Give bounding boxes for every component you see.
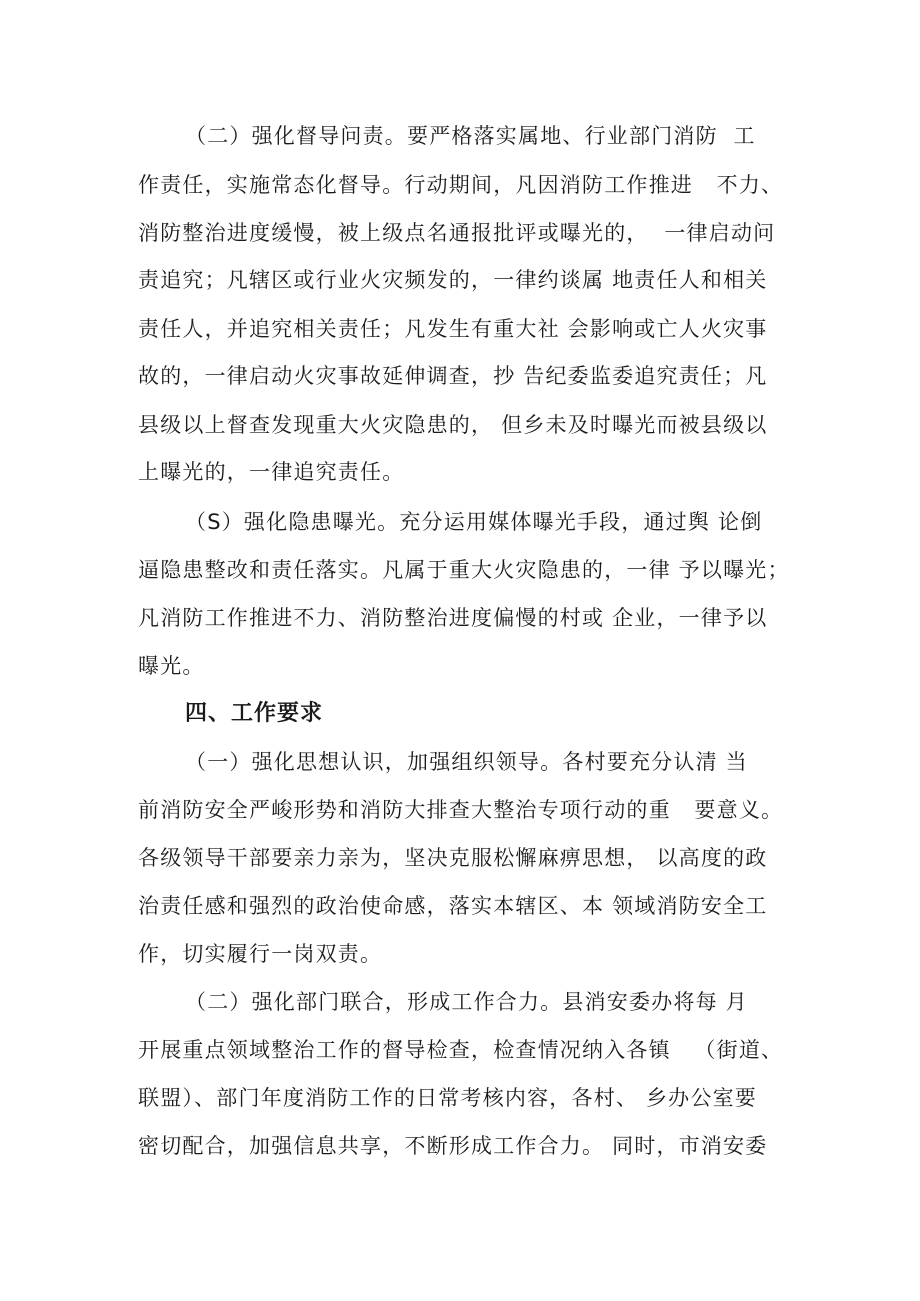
paragraph-1-line-8: 上曝光的，一律追究责任。 bbox=[138, 460, 405, 484]
paragraph-1-line-2: 作责任，实施常态化督导。行动期间，凡因消防工作推进 不力、 bbox=[138, 173, 784, 197]
paragraph-1-line-7: 县级以上督查发现重大火灾隐患的， 但乡未及时曝光而被县级以 bbox=[138, 413, 768, 437]
paragraph-2-line-1: （S）强化隐患曝光。充分运用媒体曝光手段，通过舆 论倒 bbox=[185, 510, 763, 534]
paragraph-1-line-1: （二）强化督导问责。要严格落实属地、行业部门消防 工 bbox=[185, 124, 756, 148]
paragraph-1-line-5: 责任人，并追究相关责任；凡发生有重大社 会影响或亡人火灾事 bbox=[138, 317, 768, 341]
paragraph-4-line-2: 开展重点领域整治工作的督导检查，检查情况纳入各镇 （街道、 bbox=[138, 1038, 784, 1062]
paragraph-3-line-4: 治责任感和强烈的政治使命感，落实本辖区、本 领域消防安全工 bbox=[138, 894, 768, 918]
paragraph-1-line-4: 责追究；凡辖区或行业火灾频发的，一律约谈属 地责任人和相关 bbox=[138, 268, 768, 292]
paragraph-3-line-5: 作，切实履行一岗双责。 bbox=[138, 942, 383, 966]
paragraph-4-line-4: 密切配合，加强信息共享，不断形成工作合力。 同时，市消安委 bbox=[138, 1134, 768, 1158]
paragraph-4-line-3: 联盟）、部门年度消防工作的日常考核内容，各村、 乡办公室要 bbox=[138, 1086, 757, 1110]
paragraph-1-line-6: 故的，一律启动火灾事故延伸调查，抄 告纪委监委追究责任；凡 bbox=[138, 364, 768, 388]
paragraph-1-line-3: 消防整治进度缓慢，被上级点名通报批评或曝光的， 一律启动问 bbox=[138, 221, 776, 245]
paragraph-3-line-1: （一）强化思想认识，加强组织领导。各村要充分认清 当 bbox=[185, 750, 748, 774]
paragraph-3-line-3: 各级领导干部要亲力亲为，坚决克服松懈麻痹思想， 以高度的政 bbox=[138, 846, 768, 870]
paragraph-2-line-2: 逼隐患整改和责任落实。凡属于重大火灾隐患的，一律 予以曝光； bbox=[138, 558, 790, 582]
paragraph-4-line-1: （二）强化部门联合，形成工作合力。县消安委办将每 月 bbox=[185, 990, 748, 1014]
paragraph-3-line-2: 前消防安全严峻形势和消防大排查大整治专项行动的重 要意义。 bbox=[138, 798, 784, 822]
paragraph-2-line-3: 凡消防工作推进不力、消防整治进度偏慢的村或 企业，一律予以 bbox=[138, 606, 768, 630]
section-heading: 四、工作要求 bbox=[185, 701, 324, 726]
paragraph-2-line-4: 曝光。 bbox=[138, 654, 205, 678]
